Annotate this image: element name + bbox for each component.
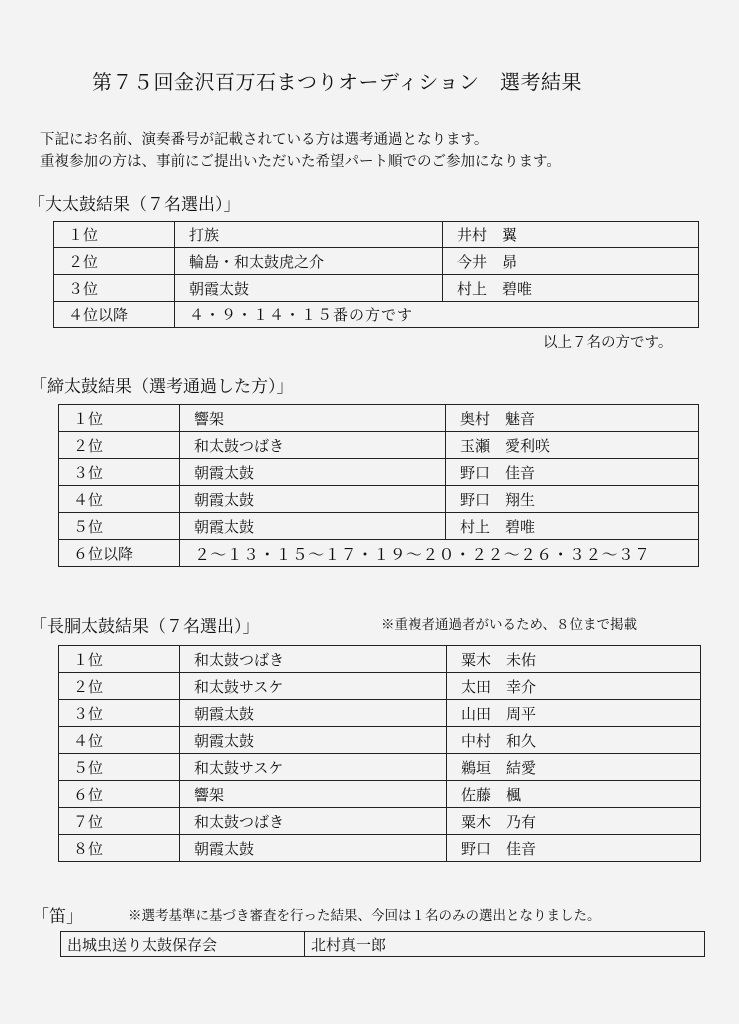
table-row [54,222,699,248]
nagadodaiko-note: ※重複者通過者がいるため、８位まで掲載 [381,617,637,633]
group-cell: 響架 [180,781,447,808]
group-cell: 朝霞太鼓 [180,835,447,862]
intro-line-2: 重複参加の方は、事前にご提出いただいた希望パート順でのご参加になります。 [40,154,561,170]
name-cell: 井村 翼 [443,222,699,248]
rank-cell: ３位 [59,459,180,486]
group-cell: 朝霞太鼓 [180,700,447,727]
name-cell: 佐藤 楓 [447,781,701,808]
shimedaiko-table [58,404,699,567]
name-cell: 粟木 乃有 [447,808,701,835]
fue-note: ※選考基準に基づき審査を行った結果、今回は１名のみの選出となりました。 [128,908,601,924]
table-row [59,486,699,513]
table-row [59,432,699,459]
table-row [59,781,701,808]
name-cell: 野口 翔生 [446,486,699,513]
table-row [59,727,701,754]
rank-cell: ２位 [54,248,175,275]
table-row [59,405,699,432]
group-cell: 和太鼓サスケ [180,673,447,700]
name-cell: 野口 佳音 [447,835,701,862]
rank-cell: ４位 [59,727,180,754]
name-cell: 太田 幸介 [447,673,701,700]
page-title: 第７５回金沢百万石まつりオーディション 選考結果 [92,70,582,94]
rank-cell: １位 [54,222,175,248]
rank-cell: ３位 [59,700,180,727]
fue-heading: 「笛」 [32,907,83,927]
group-cell: 出城虫送り太鼓保存会 [61,932,305,957]
table-row [59,513,699,540]
rank-cell: ３位 [54,275,175,302]
table-row [59,646,701,673]
group-cell: 朝霞太鼓 [180,513,446,540]
odaiko-heading: 「大太鼓結果（７名選出）」 [28,195,241,215]
group-cell: 和太鼓つばき [180,646,447,673]
shimedaiko-heading: 「締太鼓結果（選考通過した方）」 [30,377,294,397]
table-row [59,700,701,727]
group-cell: 和太鼓つばき [180,432,446,459]
rank-cell: ５位 [59,513,180,540]
group-cell: 朝霞太鼓 [175,275,443,302]
name-cell: 中村 和久 [447,727,701,754]
nagadodaiko-heading: 「長胴太鼓結果（７名選出）」 [30,617,260,637]
group-cell: 和太鼓サスケ [180,754,447,781]
remaining-numbers-cell: ４・９・１４・１５番の方です [175,302,699,328]
rank-cell: ７位 [59,808,180,835]
name-cell: 奥村 魅音 [446,405,699,432]
rank-cell: ６位以降 [59,540,180,567]
table-row [54,275,699,302]
group-cell: 朝霞太鼓 [180,727,447,754]
nagadodaiko-table [58,645,701,862]
group-cell: 和太鼓つばき [180,808,447,835]
name-cell: 今井 昴 [443,248,699,275]
group-cell: 響架 [180,405,446,432]
name-cell: 村上 碧唯 [446,513,699,540]
intro-line-1: 下記にお名前、演奏番号が記載されている方は選考通過となります。 [40,132,489,148]
table-row [61,932,705,957]
fue-table [60,931,705,957]
table-row [54,248,699,275]
name-cell: 村上 碧唯 [443,275,699,302]
table-row [59,835,701,862]
name-cell: 野口 佳音 [446,459,699,486]
rank-cell: ２位 [59,673,180,700]
table-row [59,754,701,781]
odaiko-footer: 以上７名の方です。 [543,335,673,351]
table-row [59,540,699,567]
group-cell: 打族 [175,222,443,248]
table-row [59,459,699,486]
rank-cell: ８位 [59,835,180,862]
group-cell: 輪島・和太鼓虎之介 [175,248,443,275]
rank-cell: ４位 [59,486,180,513]
table-row [59,808,701,835]
rank-cell: １位 [59,405,180,432]
name-cell: 玉瀬 愛利咲 [446,432,699,459]
name-cell: 山田 周平 [447,700,701,727]
rank-cell: ６位 [59,781,180,808]
rank-cell: １位 [59,646,180,673]
name-cell: 北村真一郎 [305,932,705,957]
group-cell: 朝霞太鼓 [180,486,446,513]
odaiko-table [53,221,699,328]
name-cell: 鵜垣 結愛 [447,754,701,781]
group-cell: 朝霞太鼓 [180,459,446,486]
rank-cell: ２位 [59,432,180,459]
rank-cell: ５位 [59,754,180,781]
table-row [54,302,699,328]
table-row [59,673,701,700]
rank-cell: ４位以降 [54,302,175,328]
name-cell: 粟木 未佑 [447,646,701,673]
remaining-numbers-cell: ２～１３・１５～１７・１９～２０・２２～２６・３２～３７ [180,540,699,567]
